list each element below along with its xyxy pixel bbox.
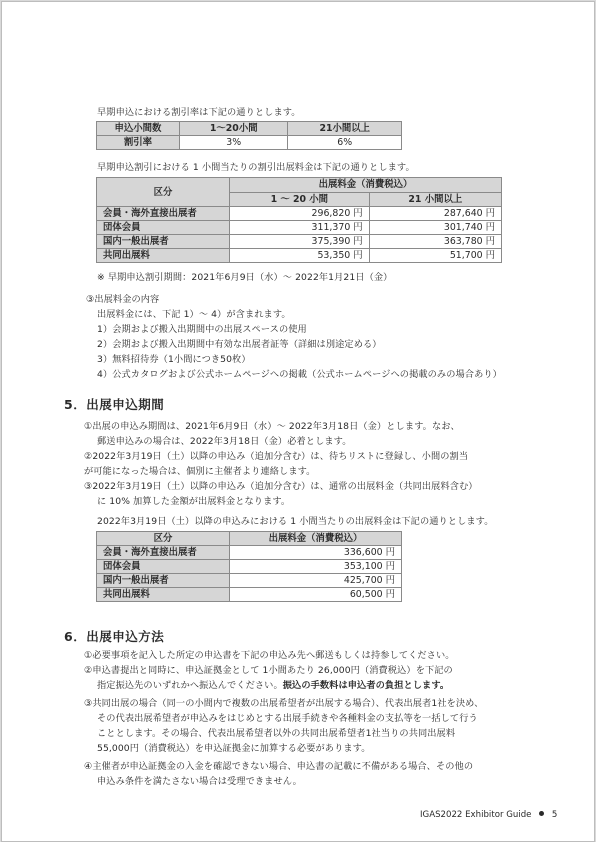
- table-row: 団体会員 311,370 円 301,740 円: [97, 221, 502, 235]
- paragraph-line: ②申込書提出と同時に、申込証拠金として 1小間あたり 26,000円（消費税込）を下記の: [84, 665, 453, 676]
- document-page: [1, 1, 595, 842]
- section-heading-5: 5．出展申込期間: [64, 397, 165, 412]
- paragraph-line: 指定振込先のいずれかへ振込んでください。振込の手数料は申込者の負担とします。: [97, 680, 450, 691]
- paragraph-line: 郵送申込みの場合は、2022年3月18日（金）必着とします。: [97, 436, 352, 447]
- paragraph-line: ②2022年3月19日（土）以降の申込み（追加分含む）は、待ちリストに登録し、小間の割当: [84, 451, 469, 462]
- paragraph-line: が可能になった場合は、個別に主催者より連絡します。: [84, 466, 316, 477]
- table-row: 共同出展料 60,500 円: [97, 588, 402, 602]
- paragraph-line: 55,000円（消費税込）を申込証拠金に加算する必要があります。: [97, 743, 371, 754]
- paragraph-line: ④主催者が申込証拠金の入金を確認できない場合、申込書の記載に不備がある場合、その他の: [84, 761, 474, 772]
- discount-cell: 3%: [180, 136, 288, 150]
- table-row: 国内一般出展者 425,700 円: [97, 574, 402, 588]
- discount-col-header: 21小間以上: [288, 122, 402, 136]
- early-fee-intro: 早期申込割引における 1 小間当たりの割引出展料金は下記の通りとします。: [97, 162, 415, 173]
- page-number: 5: [551, 810, 558, 820]
- early-period-note: ※ 早期申込割引期間：2021年6月9日（水）〜 2022年1月21日（金）: [97, 272, 393, 283]
- discount-col-header: 1〜20小間: [180, 122, 288, 136]
- late-fee-table: [96, 531, 402, 602]
- list-item: 1）会期および搬入出期間中の出展スペースの使用: [97, 324, 307, 335]
- early-fee-table: [96, 177, 502, 263]
- table-row: 団体会員 353,100 円: [97, 560, 402, 574]
- paragraph-line: ③2022年3月19日（土）以降の申込み（追加分含む）は、通常の出展料金（共同出展料含む）: [84, 481, 478, 492]
- fee-contents-heading: ③出展料金の内容: [86, 294, 160, 305]
- bullet-icon: [539, 811, 544, 816]
- paragraph-line: こととします。その場合、代表出展希望者以外の共同出展希望者1社当りの共同出展料: [97, 728, 456, 739]
- table-row: 会員・海外直接出展者 336,600 円: [97, 546, 402, 560]
- list-item: 4）公式カタログおよび公式ホームページへの掲載（公式ホームページへの掲載のみの場合あり）: [97, 369, 502, 380]
- late-fee-intro: 2022年3月19日（土）以降の申込みにおける 1 小間当たりの出展料金は下記の通りとします。: [97, 516, 494, 527]
- table-row: 会員・海外直接出展者 296,820 円 287,640 円: [97, 207, 502, 221]
- list-item: 3）無料招待券（1小間につき50枚）: [97, 354, 251, 365]
- discount-col-header: 申込小間数: [97, 122, 180, 136]
- paragraph-line: 申込み条件を満たさない場合は受理できません。: [97, 776, 302, 787]
- paragraph-line: ①必要事項を記入した所定の申込書を下記の申込み先へ郵送もしくは持参してください。: [84, 650, 455, 661]
- section-heading-6: 6．出展申込方法: [64, 629, 165, 644]
- page-footer: [420, 810, 557, 820]
- footer-guide-title: IGAS2022 Exhibitor Guide: [420, 810, 532, 820]
- fee-col-header: 区分: [97, 532, 230, 546]
- fee-contents-intro: 出展料金には、下記 1）〜 4）が含まれます。: [97, 309, 291, 320]
- paragraph-line: ①出展の申込み期間は、2021年6月9日（水）〜 2022年3月18日（金）とします。なお、: [84, 421, 460, 432]
- fee-col-header: 21 小間以上: [369, 192, 501, 207]
- table-row: 国内一般出展者 375,390 円 363,780 円: [97, 235, 502, 249]
- fee-col-header: 出展料金（消費税込）: [230, 178, 502, 193]
- paragraph-line: その代表出展希望者が申込みをはじめとする出展手続きや各種料金の支払等を一括して行う: [97, 713, 478, 724]
- list-item: 2）会期および搬入出期間中有効な出展者証等（詳細は別途定める）: [97, 339, 382, 350]
- discount-row-label: 割引率: [97, 136, 180, 150]
- fee-col-header: 出展料金（消費税込）: [230, 532, 402, 546]
- fee-col-header: 1 〜 20 小間: [230, 192, 370, 207]
- discount-rate-table: [96, 121, 402, 150]
- table-row: 共同出展料 53,350 円 51,700 円: [97, 249, 502, 263]
- paragraph-line: に 10% 加算した金額が出展料金となります。: [97, 496, 291, 507]
- early-discount-intro: 早期申込における割引率は下記の通りとします。: [97, 107, 301, 118]
- fee-col-header: 区分: [97, 178, 230, 207]
- paragraph-line: ③共同出展の場合（同一の小間内で複数の出展希望者が出展する場合）、代表出展者1社を決め、: [84, 698, 484, 709]
- discount-cell: 6%: [288, 136, 402, 150]
